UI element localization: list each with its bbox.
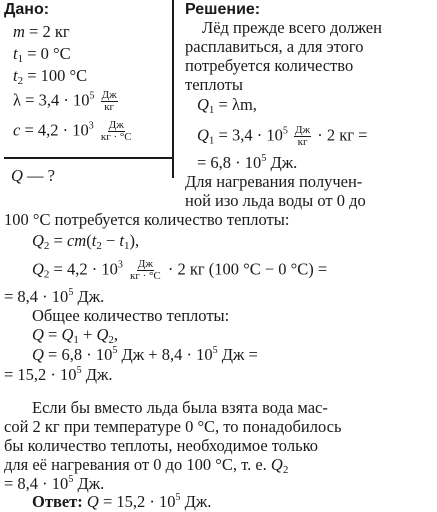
unit-fraction: $\frac{Дж}{кг}$ <box>294 124 311 148</box>
total-calculation: $Q = 6,8 \cdot 10^5$ Дж + $8,4 \cdot 10^5$ Дж = <box>32 345 258 364</box>
solution-text: Для нагревания получен- <box>185 172 363 191</box>
q2-calculation: $Q_2 = 4,2 \cdot 10^3$ $\frac{Дж}{кг \cdot ^\circ С}$ · 2 кг (100 °С − 0 °С) = <box>32 258 328 282</box>
solution-text: ной изо льда воды от 0 до <box>185 191 366 210</box>
note-text: сой 2 кг при температуре 0 °С, то понадобилось <box>4 417 342 436</box>
solution-text: потребуется количество <box>185 56 354 75</box>
given-t2: $t_2 = 100$ °С <box>13 66 88 87</box>
solution-text: 100 °С потребуется количество теплоты: <box>4 210 290 229</box>
total-formula: $Q = Q_1 + Q_2$, <box>32 325 119 346</box>
unit-fraction: $\frac{Дж}{кг \cdot ^\circ С}$ <box>100 119 132 143</box>
total-result: = $15,2 \cdot 10^5$ Дж. <box>4 365 113 384</box>
q1-formula: $Q_1 = \lambda m$, <box>197 95 257 116</box>
note-text: Если бы вместо льда была взята вода мас- <box>32 398 328 417</box>
note-result: = $8,4 \cdot 10^5$ Дж. <box>4 474 105 493</box>
q1-calculation: $Q_1 = 3,4 \cdot 10^5$ $\frac{Дж}{кг}$ · 2 кг = <box>197 124 368 148</box>
q1-result: = $6,8 \cdot 10^5$ Дж. <box>197 153 298 172</box>
given-heading: Дано: <box>4 1 50 18</box>
unit-fraction: $\frac{Дж}{кг \cdot ^\circ С}$ <box>129 258 161 282</box>
q2-result: = $8,4 \cdot 10^5$ Дж. <box>4 287 105 306</box>
given-mass: m = 2 кг <box>13 22 70 41</box>
solution-text: Лёд прежде всего должен <box>202 18 382 37</box>
solution-text: теплоты <box>185 75 243 94</box>
solution-text: Общее количество теплоты: <box>32 306 230 325</box>
solution-heading: Решение: <box>185 1 261 18</box>
answer: Ответ: $Q = 15,2 \cdot 10^5$ Дж. <box>32 492 212 511</box>
given-lambda: $\lambda = 3,4 \cdot 10^5$ $\frac{Дж}{кг}$ <box>13 89 117 113</box>
given-c: $c = 4,2 \cdot 10^3$ $\frac{Дж}{кг \cdot ^\circ С}$ <box>13 119 132 143</box>
solution-text: расплавиться, а для этого <box>185 37 364 56</box>
given-t1: $t_1 = 0$ °С <box>13 44 71 65</box>
q2-formula: $Q_2 = cm(t_2 - t_1)$, <box>32 231 140 252</box>
note-text: для её нагревания от 0 до 100 °С, т. е. $Q_2$ <box>4 455 289 476</box>
find-quantity: Q — ? <box>11 166 55 185</box>
unit-fraction: $\frac{Дж}{кг}$ <box>101 89 117 113</box>
column-divider <box>172 0 174 178</box>
given-separator <box>4 157 172 159</box>
note-text: бы количество теплоты, необходимое только <box>4 436 319 455</box>
